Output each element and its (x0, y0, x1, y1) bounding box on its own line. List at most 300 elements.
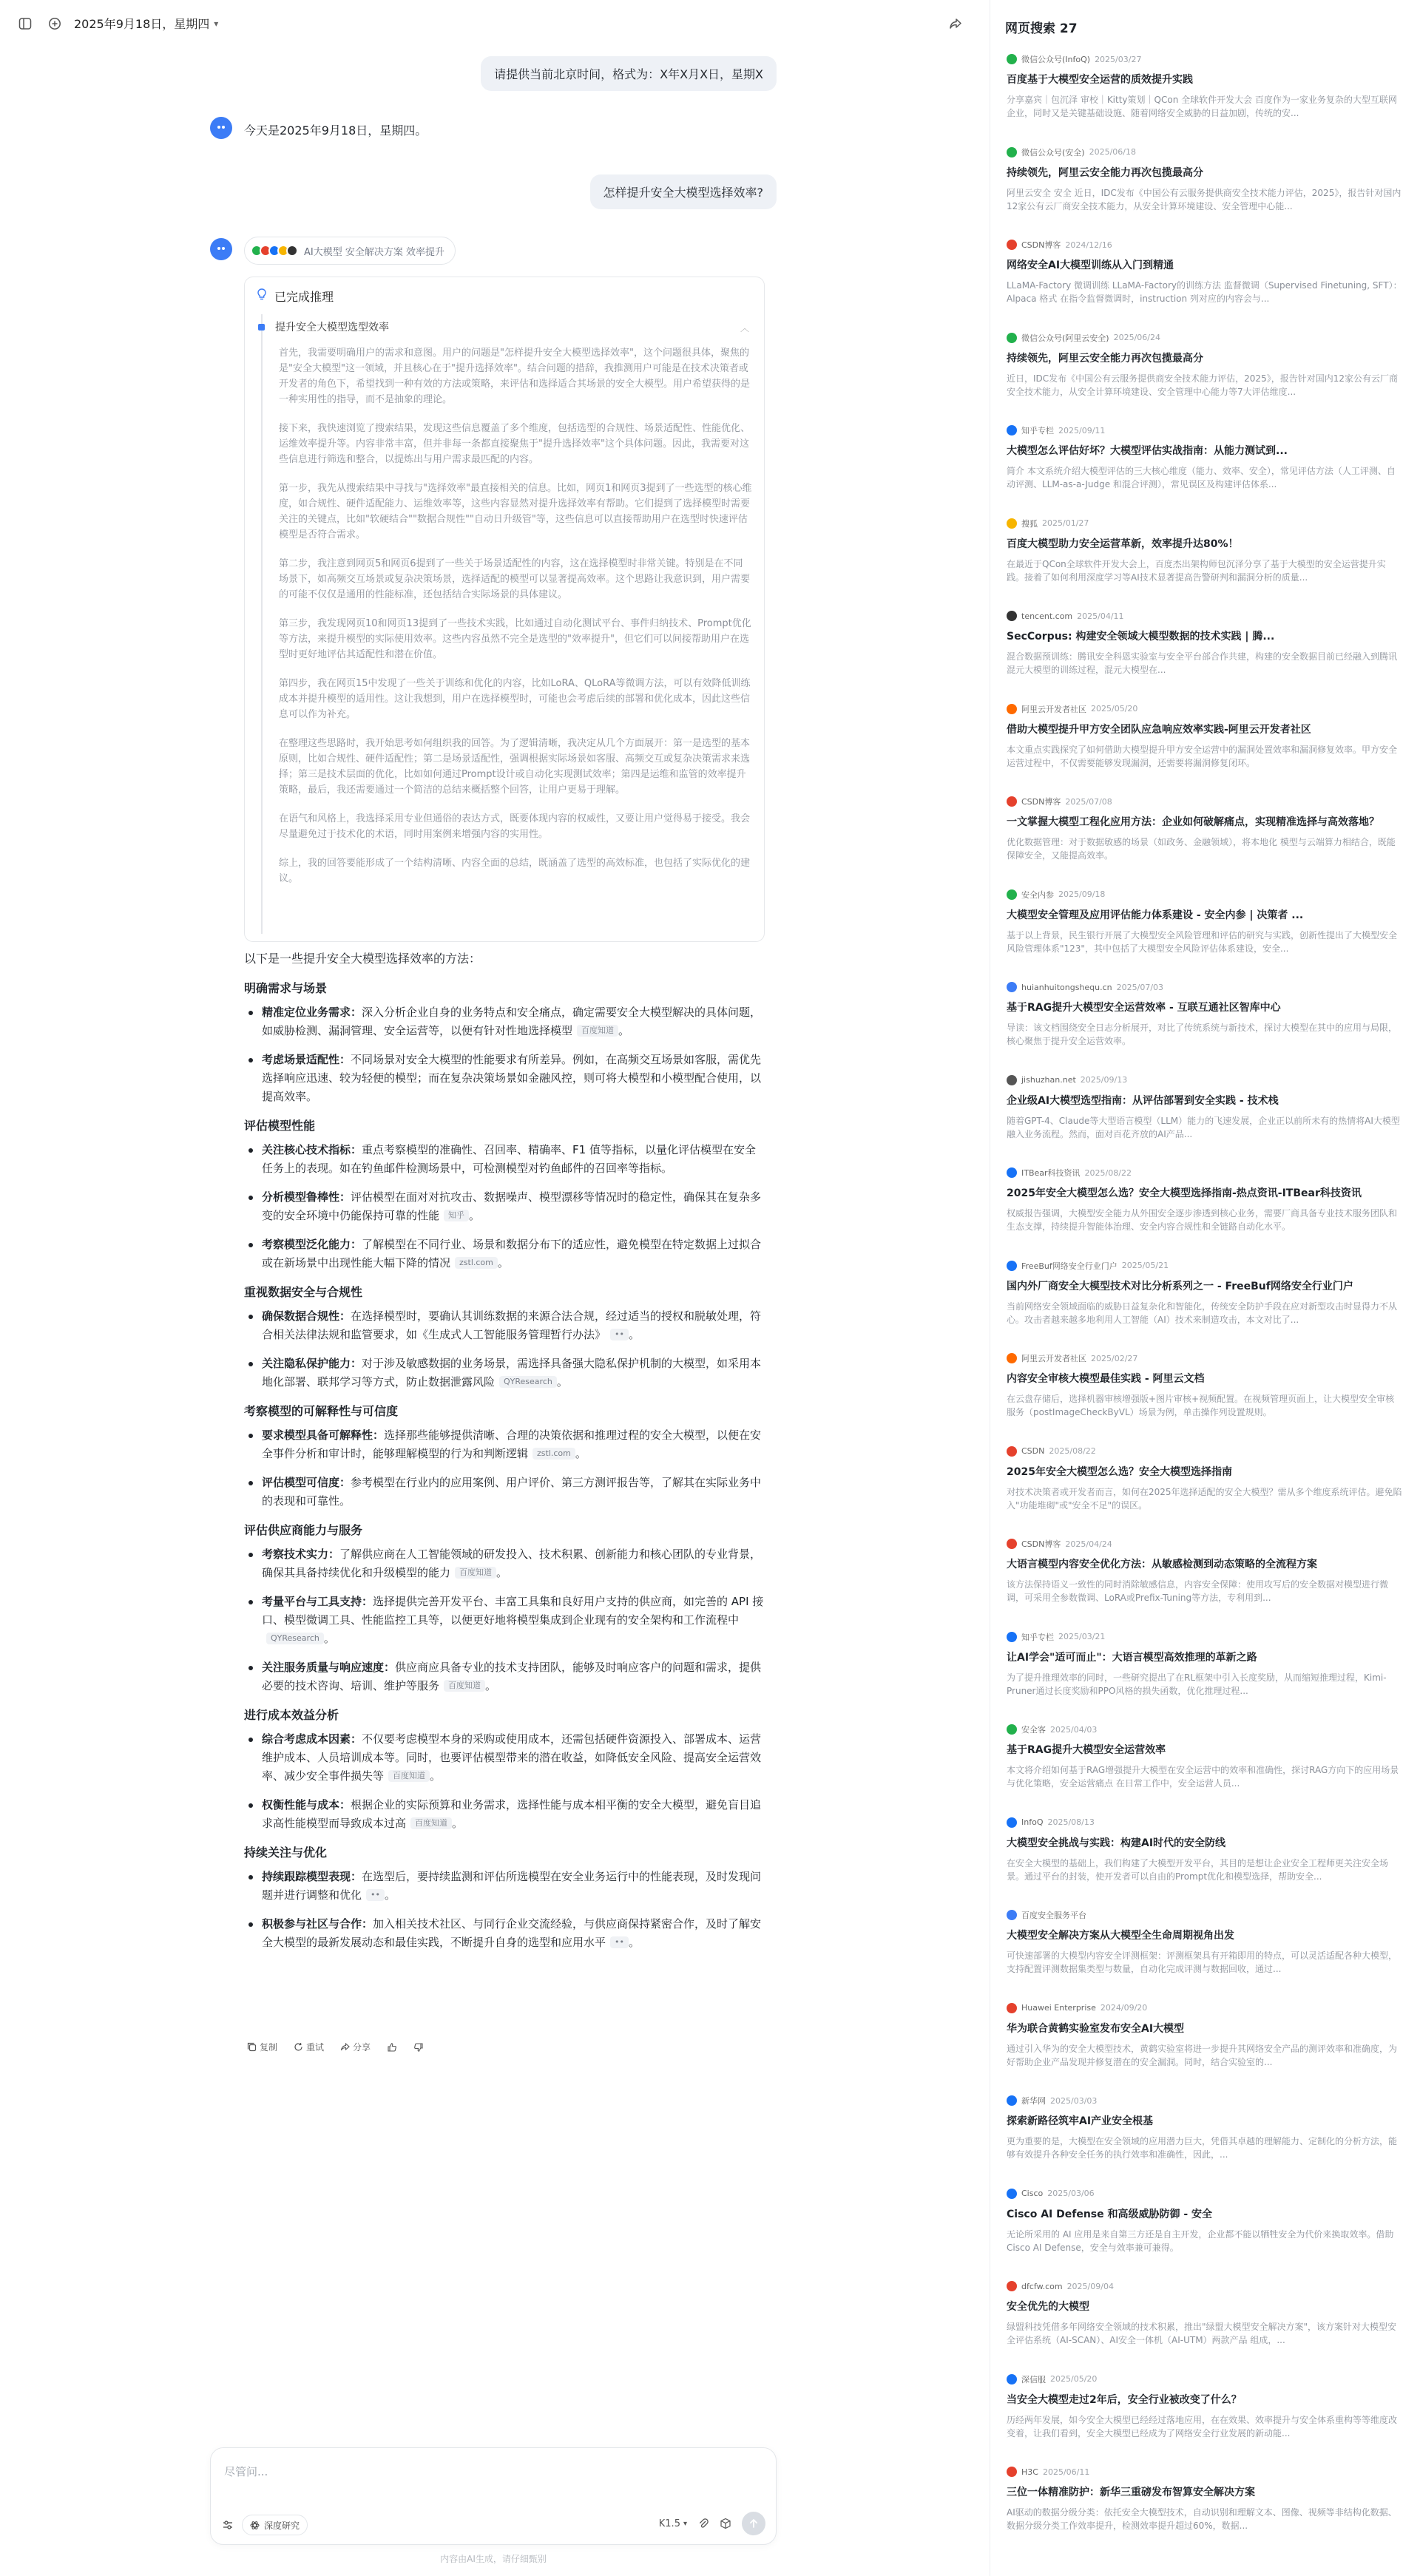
reasoning-step[interactable] (255, 316, 754, 338)
bullet-title: 分析模型鲁棒性： (262, 1190, 351, 1204)
result-source: CSDN (1021, 1446, 1045, 1456)
result-source: InfoQ (1021, 1817, 1044, 1827)
result-title[interactable]: 企业级AI大模型选型指南：从评估部署到安全实践 - 技术栈 (1007, 1094, 1279, 1107)
search-result-meta (1007, 331, 1403, 345)
share-label: 分享 (353, 2042, 371, 2053)
answer-bullet-list (244, 1426, 765, 1511)
reasoning-paragraph: 第三步，我发现网页10和网页13提到了一些技术实践，比如通过自动化测试平台、事件归纳技术、Prompt优化等方法，来提升模型的实际使用效率。这些内容虽然不完全是选型的"效率提升"，但它们可以间接帮助用户在选型时更好地评估其适配性和潜在价值。 (279, 618, 751, 660)
source-favicon-icon (1007, 1910, 1017, 1920)
answer-section-heading: 明确需求与场景 (244, 981, 328, 995)
search-result-meta (1007, 1630, 1403, 1644)
result-title[interactable]: 大模型安全挑战与实践：构建AI时代的安全防线 (1007, 1837, 1226, 1849)
search-result-item[interactable] (1007, 1073, 1403, 1166)
result-snippet: 基于以上背景，民生银行开展了大模型安全风险管理和评估的研究与实践，创新性提出了大模型安全风险管理体系"123"，其中包括了大模型安全风险评估体系建设，安全... (1007, 929, 1398, 954)
search-result-item[interactable] (1007, 2372, 1403, 2465)
source-favicon-icon (1007, 240, 1017, 250)
answer-bullet (244, 1915, 765, 1952)
result-date: 2024/12/16 (1065, 240, 1112, 250)
punctuation: 。 (629, 1328, 640, 1341)
source-favicon-icon (1007, 2095, 1017, 2106)
answer-section-heading: 评估模型性能 (244, 1119, 316, 1133)
source-favicon-icon (1007, 518, 1017, 529)
user-message: 请提供当前北京时间，格式为：X年X月X日，星期X (481, 56, 777, 91)
bullet-text: 深入分析企业自身的业务特点和安全痛点，确定需要安全大模型解决的具体问题，如威胁检测、漏洞管理、安全运营等，以便有针对性地选择模型 (262, 1006, 762, 1037)
search-result-item[interactable] (1007, 2186, 1403, 2280)
bullet-title: 关注核心技术指标： (262, 1143, 362, 1156)
cube-icon[interactable] (720, 2518, 731, 2529)
result-snippet: 在安全大模型的基础上，我们构建了大模型开发平台，其目的是想让企业安全工程师更关注安全场景。通过平台的封装，使开发者可以自由的Prompt优化和模型选择，帮助安全... (1007, 1857, 1389, 1882)
result-source: 安全客 (1021, 1725, 1046, 1735)
punctuation: 。 (497, 1256, 509, 1270)
result-date: 2025/03/03 (1050, 2095, 1098, 2106)
result-date: 2025/06/11 (1042, 2467, 1090, 2477)
reasoning-paragraph: 首先，我需要明确用户的需求和意图。用户的问题是"怎样提升安全大模型选择效率"，这个问题很具体，聚焦的是"安全大模型"这一领域，并且核心在于"提升选择效率"。结合问题的措辞，我推测用户可能是在技术决策者或开发者的角色下，希望找到一种有效的方法或策略，来评估和选择适合其场景的安全大模型。用户希望获得的是一种实用性的指导，而不是抽象的理论。 (279, 348, 751, 405)
search-result-meta (1007, 1073, 1403, 1088)
result-source: Huawei Enterprise (1021, 2003, 1096, 2013)
search-result-item[interactable] (1007, 1722, 1403, 1815)
result-title[interactable]: 基于RAG提升大模型安全运营效率 (1007, 1744, 1166, 1756)
source-favicon-icon (1007, 1632, 1017, 1642)
citation-tag[interactable]: 百度知道 (577, 1025, 618, 1037)
result-title[interactable]: 借助大模型提升甲方安全团队应急响应效率实践-阿里云开发者社区 (1007, 723, 1311, 736)
result-date: 2025/05/20 (1091, 704, 1138, 714)
chevron-down-icon: ▾ (214, 18, 219, 29)
source-favicon-icon (1007, 704, 1017, 714)
answer-bullet-list (244, 1730, 765, 1833)
result-date: 2025/05/21 (1121, 1261, 1169, 1270)
share-icon[interactable] (947, 15, 964, 33)
search-result-meta (1007, 1165, 1403, 1180)
chevron-down-icon: ▾ (683, 2519, 687, 2528)
answer-bullet (244, 1658, 765, 1695)
result-snippet: 分享嘉宾｜包沉泽 审校｜Kitty策划｜QCon 全球软件开发大会 百度作为一家业务复杂的大型互联网企业，同时又是关键基础设施、随着网络安全威胁的日益加剧，传统的安... (1007, 95, 1397, 118)
punctuation: 。 (556, 1375, 568, 1389)
assistant-answer: 今天是2025年9月18日，星期四。 (244, 123, 427, 138)
reasoning-text (279, 345, 752, 900)
punctuation: 。 (629, 1936, 640, 1949)
chevron-up-icon[interactable]: ︿ (740, 323, 749, 333)
result-snippet: 阿里云安全 安全 近日，IDC发布《中国公有云服务提供商安全技术能力评估，2025》，报告针对国内12家公有云厂商安全技术能力，从安全计算环境建设、安全管理中心能... (1007, 187, 1402, 211)
bullet-title: 考量平台与工具支持： (262, 1595, 373, 1608)
source-favicon-icon (1007, 1353, 1017, 1363)
answer-bullet (244, 1051, 765, 1106)
answer-bullet-list (244, 1141, 765, 1272)
citation-tag[interactable]: zstl.com (455, 1257, 498, 1269)
source-favicon-icon (1007, 1261, 1017, 1271)
search-result-item[interactable] (1007, 1815, 1403, 1908)
result-date: 2025/04/24 (1065, 1539, 1112, 1549)
reasoning-paragraph: 在语气和风格上，我选择采用专业但通俗的表达方式，既要体现内容的权威性，又要让用户觉得易于接受。我会尽量避免过于技术化的术语，同时用案例来增强内容的实用性。 (279, 813, 751, 840)
result-date: 2025/03/21 (1058, 1632, 1106, 1641)
answer-bullet (244, 1545, 765, 1582)
search-result-item[interactable] (1007, 1351, 1403, 1444)
source-favicon-icon (1007, 1167, 1017, 1178)
result-date: 2025/07/08 (1065, 796, 1112, 807)
punctuation: 。 (496, 1566, 508, 1579)
bullet-text: 对于涉及敏感数据的业务场景，需选择具备强大隐私保护机制的大模型，如采用本地化部署、联邦学习等方式，防止数据泄露风险 (262, 1357, 762, 1389)
search-results-list (1007, 52, 1403, 2558)
search-result-meta (1007, 1444, 1403, 1459)
reasoning-status: 已完成推理 (274, 289, 334, 304)
search-result-meta (1007, 702, 1403, 716)
copy-icon (247, 2042, 257, 2052)
assistant-answer-body (244, 949, 765, 1962)
result-snippet: 近日，IDC发布《中国公有云服务提供商安全技术能力评估，2025》，报告针对国内12家公有云厂商安全技术能力，从安全计算环境建设、安全管理中心能力等7大评估维度... (1007, 373, 1398, 397)
source-icons (251, 245, 298, 257)
result-source: huianhuitongshequ.cn (1021, 982, 1112, 992)
source-favicon-icon (1007, 982, 1017, 992)
result-source: 微信公众号(阿里云安全) (1021, 333, 1109, 343)
citation-tag[interactable]: •• (610, 1329, 629, 1340)
tools-icon[interactable] (221, 2518, 234, 2532)
result-date: 2025/09/11 (1058, 425, 1106, 435)
search-result-meta (1007, 423, 1403, 438)
source-favicon-icon (1007, 1539, 1017, 1549)
citation-tag[interactable]: 百度知道 (410, 1817, 452, 1829)
deep-research-label: 深度研究 (264, 2520, 300, 2531)
bullet-title: 关注隐私保护能力： (262, 1357, 362, 1370)
search-result-item[interactable] (1007, 516, 1403, 609)
search-result-item[interactable] (1007, 331, 1403, 424)
answer-bullet (244, 1593, 765, 1648)
result-source: Cisco (1021, 2189, 1044, 2198)
result-snippet: 历经两年发展，如今安全大模型已经经过落地应用，在在效果、效率提升与安全体系重构等等维度改变着，让我们看到，安全大模型已经成为了网络安全行业发展的新动能... (1007, 2414, 1398, 2438)
result-date: 2025/06/24 (1113, 333, 1160, 342)
step-marker-icon (258, 324, 265, 331)
answer-bullet (244, 1868, 765, 1905)
composer-right-tools (659, 2512, 765, 2535)
reasoning-paragraph: 在整理这些思路时，我开始思考如何组织我的回答。为了逻辑清晰，我决定从几个方面展开：第一是选型的基本原则，比如合规性、硬件适配性；第二是场景适配性，强调根据实际场景如客服、高频交互或复杂决策需求来选择；第三是技术层面的优化，比如如何通过Prompt设计或自动化实现测试效率；第四是运维和监管的效率提升策略，最后，我还需要通过一个简洁的总结来概括整个回答，让用户更易于理解。 (279, 738, 751, 796)
punctuation: 。 (385, 1888, 396, 1902)
search-result-meta (1007, 794, 1403, 809)
result-date: 2025/03/06 (1047, 2189, 1095, 2198)
source-favicon-icon (1007, 611, 1017, 621)
result-title[interactable]: 一文掌握大模型工程化应用方法：企业如何破解痛点，实现精准选择与高效落地？ (1007, 816, 1379, 828)
reasoning-step-title: 提升安全大模型选型效率 (275, 322, 389, 333)
result-source: CSDN博客 (1021, 240, 1061, 250)
result-title[interactable]: 持续领先，阿里云安全能力再次包揽最高分 (1007, 352, 1203, 365)
result-title[interactable]: SecCorpus: 构建安全领域大模型数据的技术实践 | 腾... (1007, 631, 1275, 643)
result-source: 新华网 (1021, 2096, 1046, 2106)
bullet-title: 考虑场景适配性： (262, 1053, 351, 1066)
copy-label: 复制 (260, 2042, 278, 2053)
citation-tag[interactable]: 百度知道 (388, 1770, 430, 1782)
result-snippet: 优化数据管理：对于数据敏感的场景（如政务、金融领域），将本地化 模型与云端算力相结合，既能保障安全，又能提高效率。 (1007, 837, 1396, 861)
deep-research-button[interactable] (242, 2515, 308, 2535)
bullet-text: 评估模型在面对对抗攻击、数据噪声、模型漂移等情况时的稳定性，确保其在复杂多变的安全环境中仍能保持可靠的性能 (262, 1190, 762, 1222)
search-result-item[interactable] (1007, 609, 1403, 702)
answer-section-heading: 重视数据安全与合规性 (244, 1285, 363, 1299)
source-favicon-icon (1007, 796, 1017, 807)
search-result-meta (1007, 2464, 1403, 2479)
answer-section-heading: 进行成本效益分析 (244, 1708, 339, 1722)
bulb-icon (255, 288, 268, 304)
bullet-text: 在选型后，要持续监测和评估所选模型在安全业务运行中的性能表现，及时发现问题并进行调整和优化 (262, 1870, 762, 1902)
search-result-item[interactable] (1007, 1908, 1403, 2001)
result-title[interactable]: 百度大模型助力安全运营革新，效率提升达80%！ (1007, 538, 1239, 550)
result-date: 2025/01/27 (1042, 518, 1089, 528)
result-snippet: 导读：该文档围绕安全日志分析展开，对比了传统系统与新技术，探讨大模型在其中的应用与局限，核心聚焦于提升安全运营效率。 (1007, 1023, 1398, 1046)
answer-intro: 以下是一些提升安全大模型选择效率的方法： (244, 952, 481, 966)
search-result-meta (1007, 1536, 1403, 1551)
conversation-title-label: 2025年9月18日，星期四 (74, 17, 210, 31)
answer-bullet (244, 1003, 765, 1040)
source-favicon-icon (1007, 147, 1017, 157)
result-date: 2025/07/03 (1116, 982, 1164, 992)
answer-bullet (244, 1796, 765, 1833)
result-source: dfcfw.com (1021, 2281, 1063, 2291)
send-button[interactable] (742, 2512, 765, 2535)
search-result-item[interactable] (1007, 145, 1403, 238)
result-snippet: 该方法保持语义一致性的同时消除敏感信息，内容安全保障：使用攻写后的安全数据对模型进行微调，可采用全参数微调、LoRA或Prefix-Tuning等方法，专利用到... (1007, 1579, 1389, 1603)
search-result-item[interactable] (1007, 1258, 1403, 1352)
answer-section-heading: 考察模型的可解释性与可信度 (244, 1404, 399, 1418)
bullet-title: 精准定位业务需求： (262, 1006, 362, 1019)
result-title[interactable]: 大模型安全解决方案从大模型全生命周期视角出发 (1007, 1930, 1234, 1942)
result-title[interactable]: 持续领先，阿里云安全能力再次包揽最高分 (1007, 166, 1203, 179)
user-message: 怎样提升安全大模型选择效率? (590, 174, 777, 209)
citation-tag[interactable]: •• (366, 1889, 385, 1901)
search-result-meta (1007, 609, 1403, 623)
sidebar-toggle-icon[interactable] (16, 15, 34, 33)
bullet-text: 根据企业的实际预算和业务需求，选择性能与成本相平衡的安全大模型，避免盲目追求高性能模型而导致成本过高 (262, 1798, 762, 1830)
result-title[interactable]: 让AI学会"适可而止"：大语言模型高效推理的革新之路 (1007, 1651, 1257, 1664)
result-snippet: 本文重点实践探究了如何借助大模型提升甲方安全运营中的漏洞处置效率和漏洞修复效率。甲方安全运营过程中，不仅需要能够发现漏洞，还需要将漏洞修复闭环。 (1007, 744, 1398, 768)
result-snippet: AI驱动的数据分级分类：依托安全大模型技术，自动识别和理解文本、图像、视频等非结构化数据、数据分级分类工作效率提升，检测效率提升超过60%，数据... (1007, 2507, 1397, 2531)
search-result-item[interactable] (1007, 1630, 1403, 1723)
retry-label: 重试 (306, 2042, 325, 2053)
search-sources-chip[interactable] (244, 237, 456, 265)
search-result-item[interactable] (1007, 702, 1403, 795)
result-source: 搜狐 (1021, 518, 1038, 529)
search-result-item[interactable] (1007, 1536, 1403, 1630)
result-date: 2025/08/22 (1084, 1167, 1132, 1178)
result-snippet: LLaMA-Factory 微调训练 LLaMA-Factory的训练方法 监督微调（Supervised Finetuning, SFT）：Alpaca 格式 在指令监督微调时，instruction 列对应的内容会与... (1007, 280, 1402, 304)
punctuation: 。 (452, 1817, 464, 1830)
result-date: 2025/09/18 (1058, 889, 1106, 899)
answer-bullet (244, 1730, 765, 1786)
result-snippet: 混合数据预训练：腾讯安全科恩实验室与安全平台部合作共建，构建的安全数据目前已经融入到腾讯混元大模型的训练过程，混元大模型在... (1007, 651, 1398, 675)
search-result-meta (1007, 1258, 1403, 1273)
result-snippet: 通过引入华为的安全大模型技术，黄鹤实验室将进一步提升其网络安全产品的测评效率和准确度，为好帮助企业产品发现并修复潜在的安全漏洞。同时，结合实验室的... (1007, 2043, 1398, 2067)
source-favicon-icon (1007, 2281, 1017, 2291)
search-result-item[interactable] (1007, 980, 1403, 1073)
search-result-item[interactable] (1007, 2093, 1403, 2186)
search-result-item[interactable] (1007, 2279, 1403, 2372)
search-result-meta (1007, 980, 1403, 994)
bullet-title: 考察技术实力： (262, 1548, 340, 1561)
citation-tag[interactable]: 知乎 (444, 1210, 469, 1221)
bullet-text: 重点考察模型的准确性、召回率、精确率、F1 值等指标，以量化评估模型在安全任务上的表现。如在钓鱼邮件检测场景中，可检测模型对钓鱼邮件的召回率等指标。 (262, 1143, 756, 1175)
citation-tag[interactable]: zstl.com (532, 1448, 575, 1460)
result-snippet: 随着GPT-4、Claude等大型语言模型（LLM）能力的飞速发展，企业正以前所未有的热情将AI大模型融入业务流程。然而，面对百花齐放的AI产品... (1007, 1115, 1400, 1139)
message-actions (247, 2041, 424, 2053)
result-source: ITBear科技资讯 (1021, 1168, 1081, 1178)
bullet-title: 持续跟踪模型表现： (262, 1870, 362, 1883)
result-snippet: 在最近于QCon全球软件开发大会上，百度杰出架构师包沉泽分享了基于大模型的安全运营提升实践。接着了如何利用深度学习等AI技术显著提高告警研判和漏洞分析的质量... (1007, 558, 1386, 583)
search-result-item[interactable] (1007, 423, 1403, 516)
search-result-meta (1007, 2186, 1403, 2201)
search-result-meta (1007, 145, 1403, 160)
search-result-meta (1007, 237, 1403, 252)
result-source: CSDN博客 (1021, 1539, 1061, 1549)
search-result-item[interactable] (1007, 2001, 1403, 2094)
reasoning-paragraph: 综上，我的回答要能形成了一个结构清晰、内容全面的总结，既涵盖了选型的高效标准，也包括了实际优化的建议。 (279, 858, 751, 884)
search-result-item[interactable] (1007, 1444, 1403, 1537)
result-title[interactable]: 当安全大模型走过2年后，安全行业被改变了什么？ (1007, 2393, 1242, 2406)
source-favicon-icon (1007, 425, 1017, 435)
result-title[interactable]: 大模型安全管理及应用评估能力体系建设 - 安全内参 | 决策者 ... (1007, 909, 1304, 921)
source-favicon-icon (1007, 54, 1017, 64)
bullet-text: 供应商应具备专业的技术支持团队，能够及时响应客户的问题和需求，提供必要的技术咨询、培训、维护等服务 (262, 1661, 762, 1692)
search-result-meta (1007, 1351, 1403, 1366)
answer-bullet (244, 1307, 765, 1344)
search-result-meta (1007, 2372, 1403, 2387)
reasoning-timeline (261, 314, 263, 934)
result-title[interactable]: 内容安全审核大模型最佳实践 - 阿里云文档 (1007, 1373, 1205, 1385)
punctuation: 。 (575, 1447, 586, 1460)
result-title[interactable]: 大语言模型内容安全优化方法：从敏感检测到动态策略的全流程方案 (1007, 1559, 1317, 1570)
thumbs-down-button[interactable] (413, 2042, 424, 2053)
thumbs-up-button[interactable] (387, 2042, 397, 2053)
answer-bullet-list (244, 1868, 765, 1952)
search-result-meta (1007, 1722, 1403, 1737)
answer-bullet (244, 1474, 765, 1511)
search-result-meta (1007, 2093, 1403, 2108)
reasoning-header[interactable] (255, 285, 334, 307)
punctuation: 。 (430, 1769, 442, 1783)
result-date: 2025/02/27 (1091, 1353, 1138, 1363)
result-title[interactable]: 三位一体精准防护：新华三重磅发布智算安全解决方案 (1007, 2487, 1255, 2498)
result-source: jishuzhan.net (1021, 1075, 1076, 1085)
result-snippet: 对技术决策者或开发者而言，如何在2025年选择适配的安全大模型？需从多个维度系统评估。避免陷入"功能堆砌"或"安全不足"的误区。 (1007, 1486, 1402, 1511)
source-favicon-icon (1007, 2374, 1017, 2385)
answer-bullet (244, 1355, 765, 1392)
result-source: 深信服 (1021, 2374, 1046, 2385)
search-result-item[interactable] (1007, 887, 1403, 980)
bullet-title: 考察模型泛化能力： (262, 1238, 362, 1251)
result-date: 2025/06/18 (1089, 147, 1136, 157)
result-title[interactable]: 基于RAG提升大模型安全运营效率 - 互联互通社区智库中心 (1007, 1002, 1281, 1014)
result-source: 微信公众号(InfoQ) (1021, 55, 1091, 64)
result-snippet: 为了提升推理效率的同时，一些研究提出了在RL框架中引入长度奖励，从而缩短推理过程，Kimi-Pruner通过长度奖励和PPO风格的损失函数，优化推理过程... (1007, 1672, 1387, 1696)
result-title[interactable]: 百度基于大模型安全运营的质效提升实践 (1007, 74, 1193, 86)
result-snippet: 更为重要的是，大模型在安全领域的应用潜力巨大，凭借其卓越的理解能力、定制化的分析方法，能够有效提升各种安全任务的执行效率和准确性，因此，... (1007, 2136, 1398, 2160)
bullet-text: 加入相关技术社区、与同行企业交流经验，与供应商保持紧密合作，及时了解安全大模型的最新发展动态和最佳实践，不断提升自身的选型和应用水平 (262, 1917, 762, 1949)
result-date: 2025/08/22 (1049, 1446, 1096, 1456)
search-result-item[interactable] (1007, 237, 1403, 331)
result-snippet: 当前网络安全领域面临的威胁日益复杂化和智能化，传统安全防护手段在应对新型攻击时显得力不从心。攻击者越来越多地利用人工智能（AI）技术来制造攻击，本文对比了... (1007, 1301, 1398, 1325)
result-title[interactable]: 2025年安全大模型怎么选？安全大模型选择指南-热点资讯-ITBear科技资讯 (1007, 1187, 1362, 1199)
thumbs-up-icon (387, 2042, 397, 2053)
bullet-text: 了解供应商在人工智能领域的研发投入、技术积累、创新能力和核心团队的专业背景，确保其具备持续优化和升级模型的能力 (262, 1548, 762, 1579)
result-date: 2025/09/13 (1080, 1075, 1128, 1085)
result-source: CSDN博客 (1021, 797, 1061, 807)
answer-section-heading: 评估供应商能力与服务 (244, 1523, 363, 1537)
bullet-text: 选择提供完善开发平台、丰富工具集和良好用户支持的供应商，如完善的 API 接口、模型微调工具、性能监控工具等，以便更好地将模型集成到企业现有的安全架构和工作流程中 (262, 1595, 764, 1627)
bullet-text: 选择那些能够提供清晰、合理的决策依据和推理过程的安全大模型，以便在安全事件分析和审计时，能够理解模型的行为和判断逻辑 (262, 1428, 762, 1460)
message-input[interactable] (224, 2457, 757, 2487)
result-title[interactable]: 华为联合黄鹤实验室发布安全AI大模型 (1007, 2022, 1185, 2035)
result-title[interactable]: 2025年安全大模型怎么选？安全大模型选择指南 (1007, 1465, 1232, 1478)
source-favicon-icon (1007, 1724, 1017, 1735)
conversation-title[interactable] (74, 15, 218, 32)
answer-section-heading: 持续关注与优化 (244, 1845, 328, 1860)
arrow-up-icon (748, 2518, 759, 2529)
thumbs-down-icon (413, 2042, 424, 2053)
source-favicon-icon (1007, 2189, 1017, 2199)
result-title[interactable]: 安全优先的大模型 (1007, 2301, 1089, 2313)
reasoning-panel (244, 277, 765, 942)
retry-button[interactable] (294, 2041, 324, 2053)
result-date: 2025/08/13 (1047, 1817, 1095, 1827)
new-chat-icon[interactable] (46, 15, 64, 33)
search-result-meta (1007, 516, 1403, 531)
bullet-text: 不同场景对安全大模型的性能要求有所差异。例如，在高频交互场景如客服，需优先选择响应迅速、较为轻便的模型；而在复杂决策场景如金融风控，则可将大模型和小模型配合使用，以提高效率。 (262, 1053, 762, 1103)
model-label: K1.5 (658, 2518, 680, 2529)
result-title[interactable]: Cisco AI Defense 和高级威胁防御 - 安全 (1007, 2208, 1213, 2220)
reasoning-paragraph: 第四步，我在网页15中发现了一些关于训练和优化的内容，比如LoRA、QLoRA等微调方法，可以有效降低训练成本并提升模型的适用性。这让我想到，用户在选择模型时，可能也会考虑后续的部署和优化成本，因此这些信息可以作为补充。 (279, 678, 751, 720)
bullet-text: 参考模型在行业内的应用案例、用户评价、第三方测评报告等，了解其在实际业务中的表现和可靠性。 (262, 1476, 762, 1508)
result-source: 知乎专栏 (1021, 1632, 1054, 1642)
result-source: 阿里云开发者社区 (1021, 704, 1086, 714)
bullet-title: 要求模型具备可解释性： (262, 1428, 385, 1442)
reasoning-paragraph: 接下来，我快速浏览了搜索结果，发现这些信息覆盖了多个维度，包括选型的合规性、场景适配性、性能优化、运维效率提升等。内容非常丰富，但并非每一条都直接聚焦于"提升选择效率"这个具体问题。因此，我需要对这些信息进行筛选和整合，以提炼出与用户需求最匹配的内容。 (279, 423, 751, 465)
result-title[interactable]: 国内外厂商安全大模型技术对比分析系列之一 - FreeBuf网络安全行业门户 (1007, 1280, 1353, 1292)
citation-tag[interactable]: 百度知道 (455, 1567, 496, 1579)
search-result-item[interactable] (1007, 2464, 1403, 2558)
answer-bullet-list (244, 1003, 765, 1106)
search-result-item[interactable] (1007, 52, 1403, 145)
citation-tag[interactable]: 百度知道 (444, 1680, 485, 1692)
result-source: 阿里云开发者社区 (1021, 1354, 1086, 1363)
search-result-meta (1007, 2279, 1403, 2294)
search-results-panel (990, 0, 1420, 2576)
result-date: 2024/09/20 (1100, 2003, 1148, 2013)
search-result-item[interactable] (1007, 794, 1403, 887)
result-source: 知乎专栏 (1021, 426, 1054, 435)
assistant-avatar (210, 117, 232, 139)
result-title[interactable]: 探索新路径筑牢AI产业安全根基 (1007, 2115, 1154, 2127)
share-button[interactable] (340, 2041, 371, 2053)
citation-tag[interactable]: QYResearch (266, 1633, 324, 1644)
search-results-title: 网页搜索 27 (1005, 21, 1078, 36)
attach-icon[interactable] (697, 2518, 709, 2529)
source-favicon-icon (1007, 1446, 1017, 1457)
result-title[interactable]: 大模型怎么评估好坏？大模型评估实战指南：从能力测试到... (1007, 445, 1288, 457)
result-title[interactable]: 网络安全AI大模型训练从入门到精通 (1007, 260, 1174, 271)
result-snippet: 绿盟科技凭借多年网络安全领域的技术积累，推出"绿盟大模型安全解决方案"，该方案针对大模型安全评估系统（AI-SCAN）、AI安全一体机（AI-UTM）两款产品 组成，... (1007, 2322, 1397, 2345)
copy-button[interactable] (247, 2041, 277, 2053)
result-snippet: 简介 本文系统介绍大模型评估的三大核心维度（能力、效率、安全），常见评估方法（人工评测、自动评测、LLM-as-a-Judge 和混合评测），常见误区及构建评估体系... (1007, 466, 1396, 489)
model-selector[interactable] (659, 2518, 687, 2529)
reasoning-paragraph: 第一步，我先从搜索结果中寻找与"选择效率"最直接相关的信息。比如，网页1和网页3提到了一些选型的核心维度，如合规性、硬件适配能力、运维效率等，这些内容显然对提升选择效率有帮助。它们提到了选择模型时需要关注的关键点，比如"软硬结合""数据合规性""自动日升级管"等，这些信息可以直接帮助用户在选型时快速评估模型是否符合需求。 (279, 483, 752, 540)
reasoning-paragraph: 第二步，我注意到网页5和网页6提到了一些关于场景适配性的内容，这在选择模型时非常关键。特别是在不同场景下，如高频交互场景或复杂决策场景，选择适配的模型可以显著提高效率。这个思路让我意识到，用户需要的可能不仅仅是通用的性能标准，还包括结合实际场景的具体建议。 (279, 558, 751, 600)
composer-left-tools (221, 2515, 308, 2535)
bullet-title: 权衡性能与成本： (262, 1798, 351, 1811)
citation-tag[interactable]: QYResearch (499, 1376, 557, 1388)
answer-bullet (244, 1236, 765, 1272)
refresh-icon (294, 2042, 303, 2052)
result-snippet: 权威报告强调，大模型安全能力从外围安全逐步渗透到核心业务，需要厂商具备专业技术服务团队和生态支撑，持续提升智能体治理、安全内容合规性和全链路自动化水平。 (1007, 1208, 1398, 1232)
citation-tag[interactable]: •• (610, 1936, 629, 1948)
search-result-item[interactable] (1007, 1165, 1403, 1258)
source-favicon-icon (1007, 2003, 1017, 2013)
punctuation: 。 (323, 1632, 335, 1645)
punctuation: 。 (469, 1209, 481, 1222)
result-date: 2025/05/20 (1050, 2374, 1098, 2384)
top-bar (0, 0, 990, 47)
